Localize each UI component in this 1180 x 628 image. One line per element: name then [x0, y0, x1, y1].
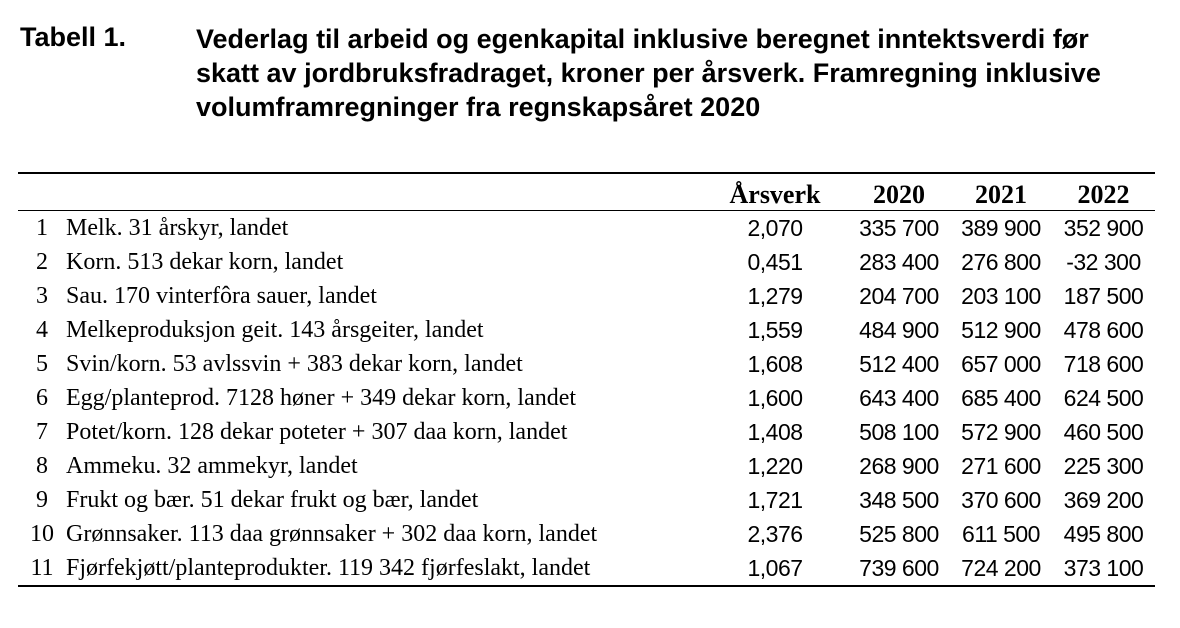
cell-arsverk: 1,279	[747, 282, 803, 309]
cell-arsverk: 1,600	[747, 384, 803, 411]
cell-2020: 484 900	[859, 316, 939, 343]
row-number: 3	[36, 282, 48, 309]
row-description: Melk. 31 årskyr, landet	[66, 214, 289, 241]
row-number: 4	[36, 316, 48, 343]
cell-2021: 512 900	[961, 316, 1041, 343]
cell-arsverk: 0,451	[747, 248, 803, 275]
row-description: Sau. 170 vinterfôra sauer, landet	[66, 282, 377, 309]
cell-2021: 370 600	[961, 486, 1041, 513]
cell-arsverk: 1,408	[747, 418, 803, 445]
cell-2021: 389 900	[961, 214, 1041, 241]
cell-arsverk: 1,721	[747, 486, 803, 513]
row-description: Melkeproduksjon geit. 143 årsgeiter, landet	[66, 316, 484, 343]
cell-2020: 512 400	[859, 350, 939, 377]
row-description: Potet/korn. 128 dekar poteter + 307 daa korn, landet	[66, 418, 568, 445]
cell-2022: 369 200	[1063, 486, 1144, 513]
header-number	[18, 173, 66, 211]
cell-2021: 572 900	[961, 418, 1041, 445]
header-description	[66, 173, 702, 211]
cell-2020: 739 600	[859, 554, 939, 581]
cell-2022: 478 600	[1063, 316, 1144, 343]
row-description: Grønnsaker. 113 daa grønnsaker + 302 daa korn, landet	[66, 520, 598, 547]
cell-2022: 460 500	[1063, 418, 1144, 445]
cell-2022: 495 800	[1063, 520, 1144, 547]
row-number: 2	[36, 248, 48, 275]
table-label: Tabell 1.	[20, 22, 127, 52]
row-description: Korn. 513 dekar korn, landet	[66, 248, 344, 275]
cell-arsverk: 2,376	[747, 520, 803, 547]
cell-2020: 204 700	[859, 282, 939, 309]
header-2020: 2020	[873, 180, 925, 209]
row-description: Ammeku. 32 ammekyr, landet	[66, 452, 358, 479]
table-row	[18, 551, 1155, 586]
cell-2021: 271 600	[961, 452, 1041, 479]
row-description: Egg/planteprod. 7128 høner + 349 dekar korn, landet	[66, 384, 577, 411]
data-table-container	[18, 172, 1155, 587]
cell-2020: 283 400	[859, 248, 939, 275]
cell-2020: 508 100	[859, 418, 939, 445]
row-number: 9	[36, 486, 48, 513]
table-title: Vederlag til arbeid og egenkapital inklusive beregnet inntektsverdi før skatt av jordbruksfradraget, kroner per årsverk. Framregning inklusive volumframregninger fra regnskapsåret 2020	[196, 24, 1101, 122]
data-table	[18, 172, 1155, 587]
row-number: 8	[36, 452, 48, 479]
row-number: 7	[36, 418, 48, 445]
cell-arsverk: 2,070	[747, 214, 803, 241]
cell-2020: 268 900	[859, 452, 939, 479]
row-number: 1	[36, 214, 48, 241]
cell-2020: 525 800	[859, 520, 939, 547]
table-body	[18, 211, 1155, 587]
cell-2022: 352 900	[1063, 214, 1144, 241]
cell-2021: 611 500	[962, 520, 1040, 547]
cell-2022: 373 100	[1063, 554, 1144, 581]
cell-2022: 225 300	[1063, 452, 1144, 479]
row-description: Svin/korn. 53 avlssvin + 383 dekar korn, landet	[66, 350, 523, 377]
table-row	[18, 279, 1155, 313]
table-row	[18, 483, 1155, 517]
table-row	[18, 211, 1155, 246]
cell-2020: 335 700	[859, 214, 939, 241]
cell-2020: 643 400	[859, 384, 939, 411]
row-number: 10	[30, 520, 54, 547]
header-2021: 2021	[975, 180, 1027, 209]
cell-arsverk: 1,608	[747, 350, 803, 377]
cell-2021: 724 200	[961, 554, 1041, 581]
header-2022: 2022	[1077, 180, 1130, 209]
cell-2021: 203 100	[961, 282, 1041, 309]
row-description: Frukt og bær. 51 dekar frukt og bær, landet	[66, 486, 479, 513]
table-row	[18, 381, 1155, 415]
row-description: Fjørfekjøtt/planteprodukter. 119 342 fjørfeslakt, landet	[66, 554, 591, 581]
table-row	[18, 517, 1155, 551]
cell-2022: -32 300	[1066, 248, 1141, 275]
cell-2021: 685 400	[961, 384, 1041, 411]
cell-2021: 276 800	[961, 248, 1041, 275]
cell-2022: 624 500	[1063, 384, 1144, 411]
cell-2021: 657 000	[961, 350, 1041, 377]
row-number: 6	[36, 384, 48, 411]
cell-arsverk: 1,559	[747, 316, 803, 343]
row-number: 5	[36, 350, 48, 377]
header-arsverk: Årsverk	[729, 180, 821, 209]
table-header-row	[18, 173, 1155, 211]
row-number: 11	[30, 554, 54, 581]
cell-arsverk: 1,220	[747, 452, 803, 479]
cell-2022: 718 600	[1063, 350, 1144, 377]
cell-arsverk: 1,067	[747, 554, 803, 581]
cell-2020: 348 500	[859, 486, 939, 513]
table-row	[18, 347, 1155, 381]
table-row	[18, 415, 1155, 449]
cell-2022: 187 500	[1063, 282, 1144, 309]
table-row	[18, 313, 1155, 347]
table-row	[18, 449, 1155, 483]
table-row	[18, 245, 1155, 279]
